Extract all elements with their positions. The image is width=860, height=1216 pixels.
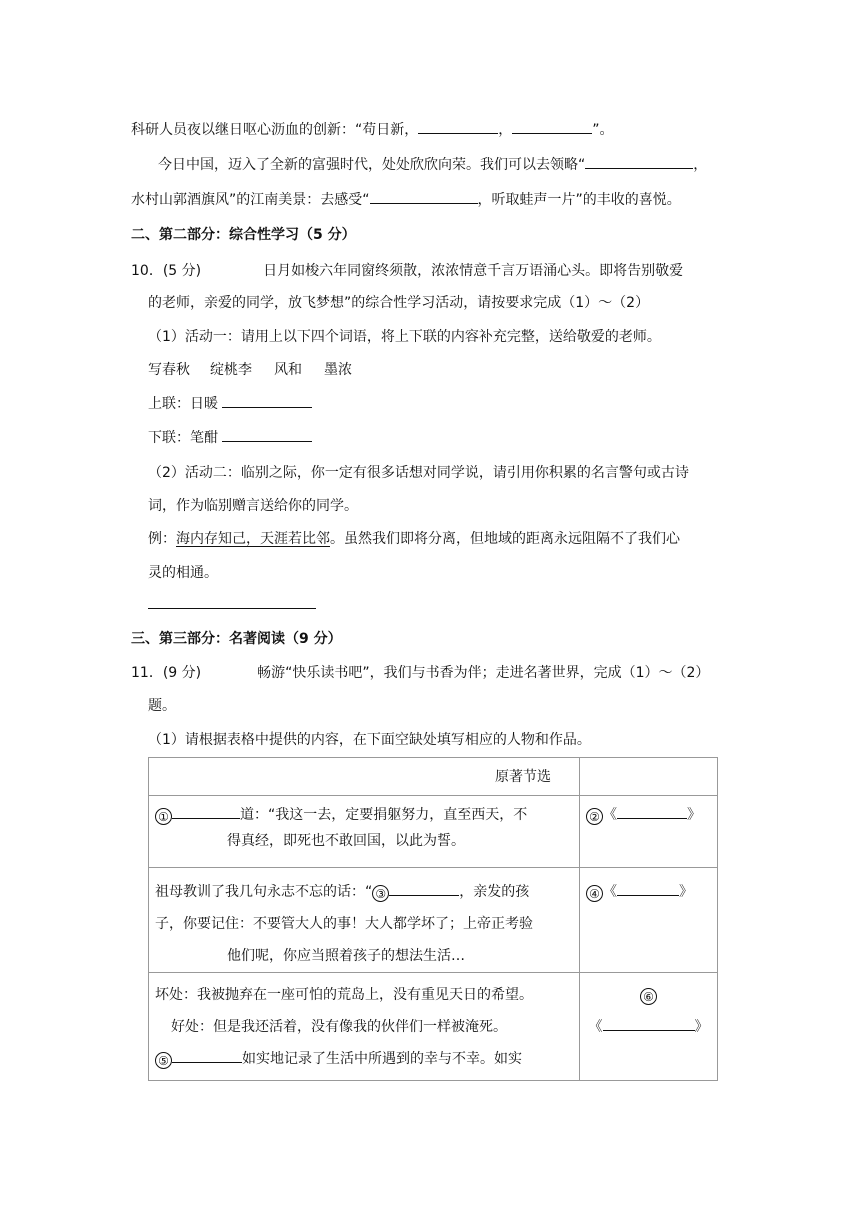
table-row: ① 道：“我这一去，定要捐躯努力，直至西天，不 得真经，即死也不敢回国，以此为誓。 ② 《 》: [149, 796, 718, 868]
answer-blank[interactable]: [512, 132, 592, 134]
answer-blank[interactable]: [172, 817, 240, 819]
word-list: 写春秋 绽桃李 风和 墨浓: [148, 362, 352, 378]
poem-line-1: 科研人员夜以继日呕心沥血的创新：“苟日新， ， ”。: [131, 122, 614, 138]
lower-couplet: 下联：笔酣: [148, 431, 312, 445]
table-row: 祖母教训了我几句永志不忘的话：“ ③ ，亲发的孩 子，你要记住：不要管大人的事！大人都学坏了；上帝正考验 他们呢，你应当照着孩子的想法生活… ④ 《 》: [149, 868, 718, 973]
answer-blank[interactable]: [617, 894, 679, 896]
answer-blank[interactable]: [172, 1061, 242, 1063]
answer-blank[interactable]: [418, 132, 498, 134]
question-11: 11．(9 分) 畅游“快乐读书吧”，我们与书香为伴；走进名著世界，完成（1）～（2）: [131, 665, 710, 681]
table-header: 原著节选: [149, 758, 580, 796]
answer-blank[interactable]: [370, 202, 478, 204]
answer-blank[interactable]: [222, 406, 312, 408]
answer-blank[interactable]: [617, 817, 687, 819]
activity-1: （1）活动一：请用上以下四个词语，将上下联的内容补充完整，送给敬爱的老师。: [148, 329, 661, 345]
example-line: 例：海内存知己，天涯若比邻。虽然我们即将分离，但地域的距离永远阻隔不了我们心: [148, 531, 680, 547]
question-10: 10．(5 分) 日月如梭六年同窗终须散，浓浓情意千言万语涌心头。即将告别敬爱: [131, 263, 684, 279]
activity-2-cont: 词，作为临别赠言送给你的同学。: [148, 498, 358, 514]
question-11-cont: 题。: [148, 698, 176, 714]
table-header-row: [149, 758, 718, 796]
sub-question-1: （1）请根据表格中提供的内容，在下面空缺处填写相应的人物和作品。: [148, 732, 591, 748]
answer-line[interactable]: [148, 608, 316, 609]
section-3-heading: 三、第三部分：名著阅读（9 分）: [131, 631, 342, 647]
example-line-2: 灵的相通。: [148, 565, 218, 581]
question-10-cont: 的老师，亲爱的同学，放飞梦想”的综合性学习活动，请按要求完成（1）～（2）: [148, 295, 650, 311]
table-row: 坏处：我被抛弃在一座可怕的荒岛上，没有重见天日的希望。 好处：但是我还活着，没有像我的伙伴们一样被淹死。 ⑤ 如实地记录了生活中所遇到的幸与不幸。如实 ⑥ 《 》: [149, 973, 718, 1081]
section-2-heading: 二、第二部分：综合性学习（5 分）: [131, 227, 356, 243]
answer-blank[interactable]: [389, 894, 459, 896]
activity-2: （2）活动二：临别之际，你一定有很多话想对同学说，请引用你积累的名言警句或古诗: [148, 465, 689, 481]
poem-line-2: 今日中国，迈入了全新的富强时代，处处欣欣向荣。我们可以去领略“ ，: [158, 157, 708, 173]
works-table: [148, 757, 718, 1081]
answer-blank[interactable]: [585, 167, 693, 169]
answer-blank[interactable]: [222, 440, 312, 442]
upper-couplet: 上联：日暖: [148, 397, 312, 411]
poem-line-3: 水村山郭酒旗风”的江南美景：去感受“ ，听取蛙声一片”的丰收的喜悦。: [131, 192, 681, 208]
answer-blank[interactable]: [603, 1029, 695, 1031]
